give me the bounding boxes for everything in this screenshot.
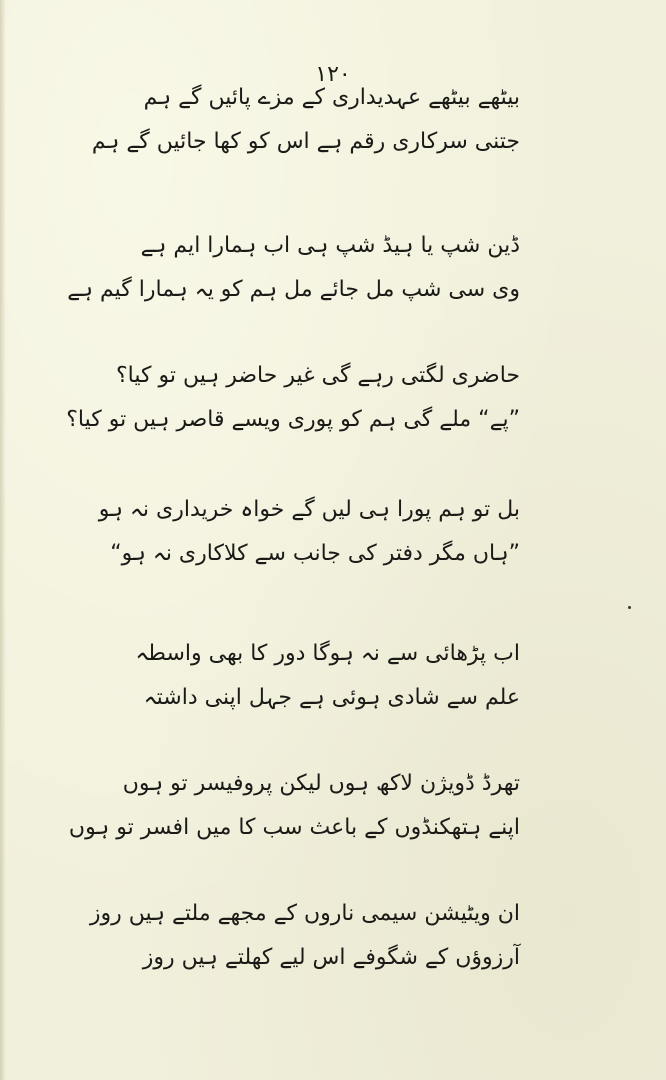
verse-line: حاضری لگتی رہے گی غیر حاضر ہیں تو کیا؟: [116, 363, 520, 388]
verse-line: ”پے“ ملے گی ہم کو پوری ویسے قاصر ہیں تو کیا؟: [66, 407, 520, 432]
verse-line: بل تو ہم پورا ہی لیں گے خواہ خریداری نہ ہو: [98, 497, 520, 522]
stanza-6: [68, 762, 520, 850]
verse-line: وی سی شپ مل جائے مل ہم کو یہ ہمارا گیم ہے: [67, 277, 520, 302]
stanza-7: [89, 892, 520, 980]
verse-line: آرزوؤں کے شگوفے اس لیے کھلتے ہیں روز: [142, 945, 520, 970]
verse-line: علم سے شادی ہوئی ہے جہل اپنی داشتہ: [143, 685, 520, 710]
verse-line: ”ہاں مگر دفتر کی جانب سے کلاکاری نہ ہو“: [110, 541, 520, 566]
verse-line: اب پڑھائی سے نہ ہوگا دور کا بھی واسطہ: [135, 641, 520, 666]
verse-line: جتنی سرکاری رقم ہے اس کو کھا جائیں گے ہم: [91, 129, 520, 154]
page-edge-shadow: [0, 0, 6, 1080]
stanza-3: [66, 354, 520, 442]
stanza-1: [91, 76, 520, 164]
verse-line: ان ویٹیشن سیمی ناروں کے مجھے ملتے ہیں روز: [89, 901, 520, 926]
verse-line: تھرڈ ڈویژن لاکھ ہوں لیکن پروفیسر تو ہوں: [122, 771, 520, 796]
verse-line: ڈین شپ یا ہیڈ شپ ہی اب ہمارا ایم ہے: [140, 233, 520, 258]
page-number: ۱۲۰: [315, 62, 351, 87]
verse-line: بیٹھے بیٹھے عہدیداری کے مزے پائیں گے ہم: [143, 85, 520, 110]
stanza-2: [67, 224, 520, 312]
stanza-5: [135, 632, 520, 720]
ink-speck: [628, 606, 631, 609]
verse-line: اپنے ہتھکنڈوں کے باعث سب کا میں افسر تو ہوں: [68, 815, 520, 840]
stanza-4: [98, 488, 520, 576]
